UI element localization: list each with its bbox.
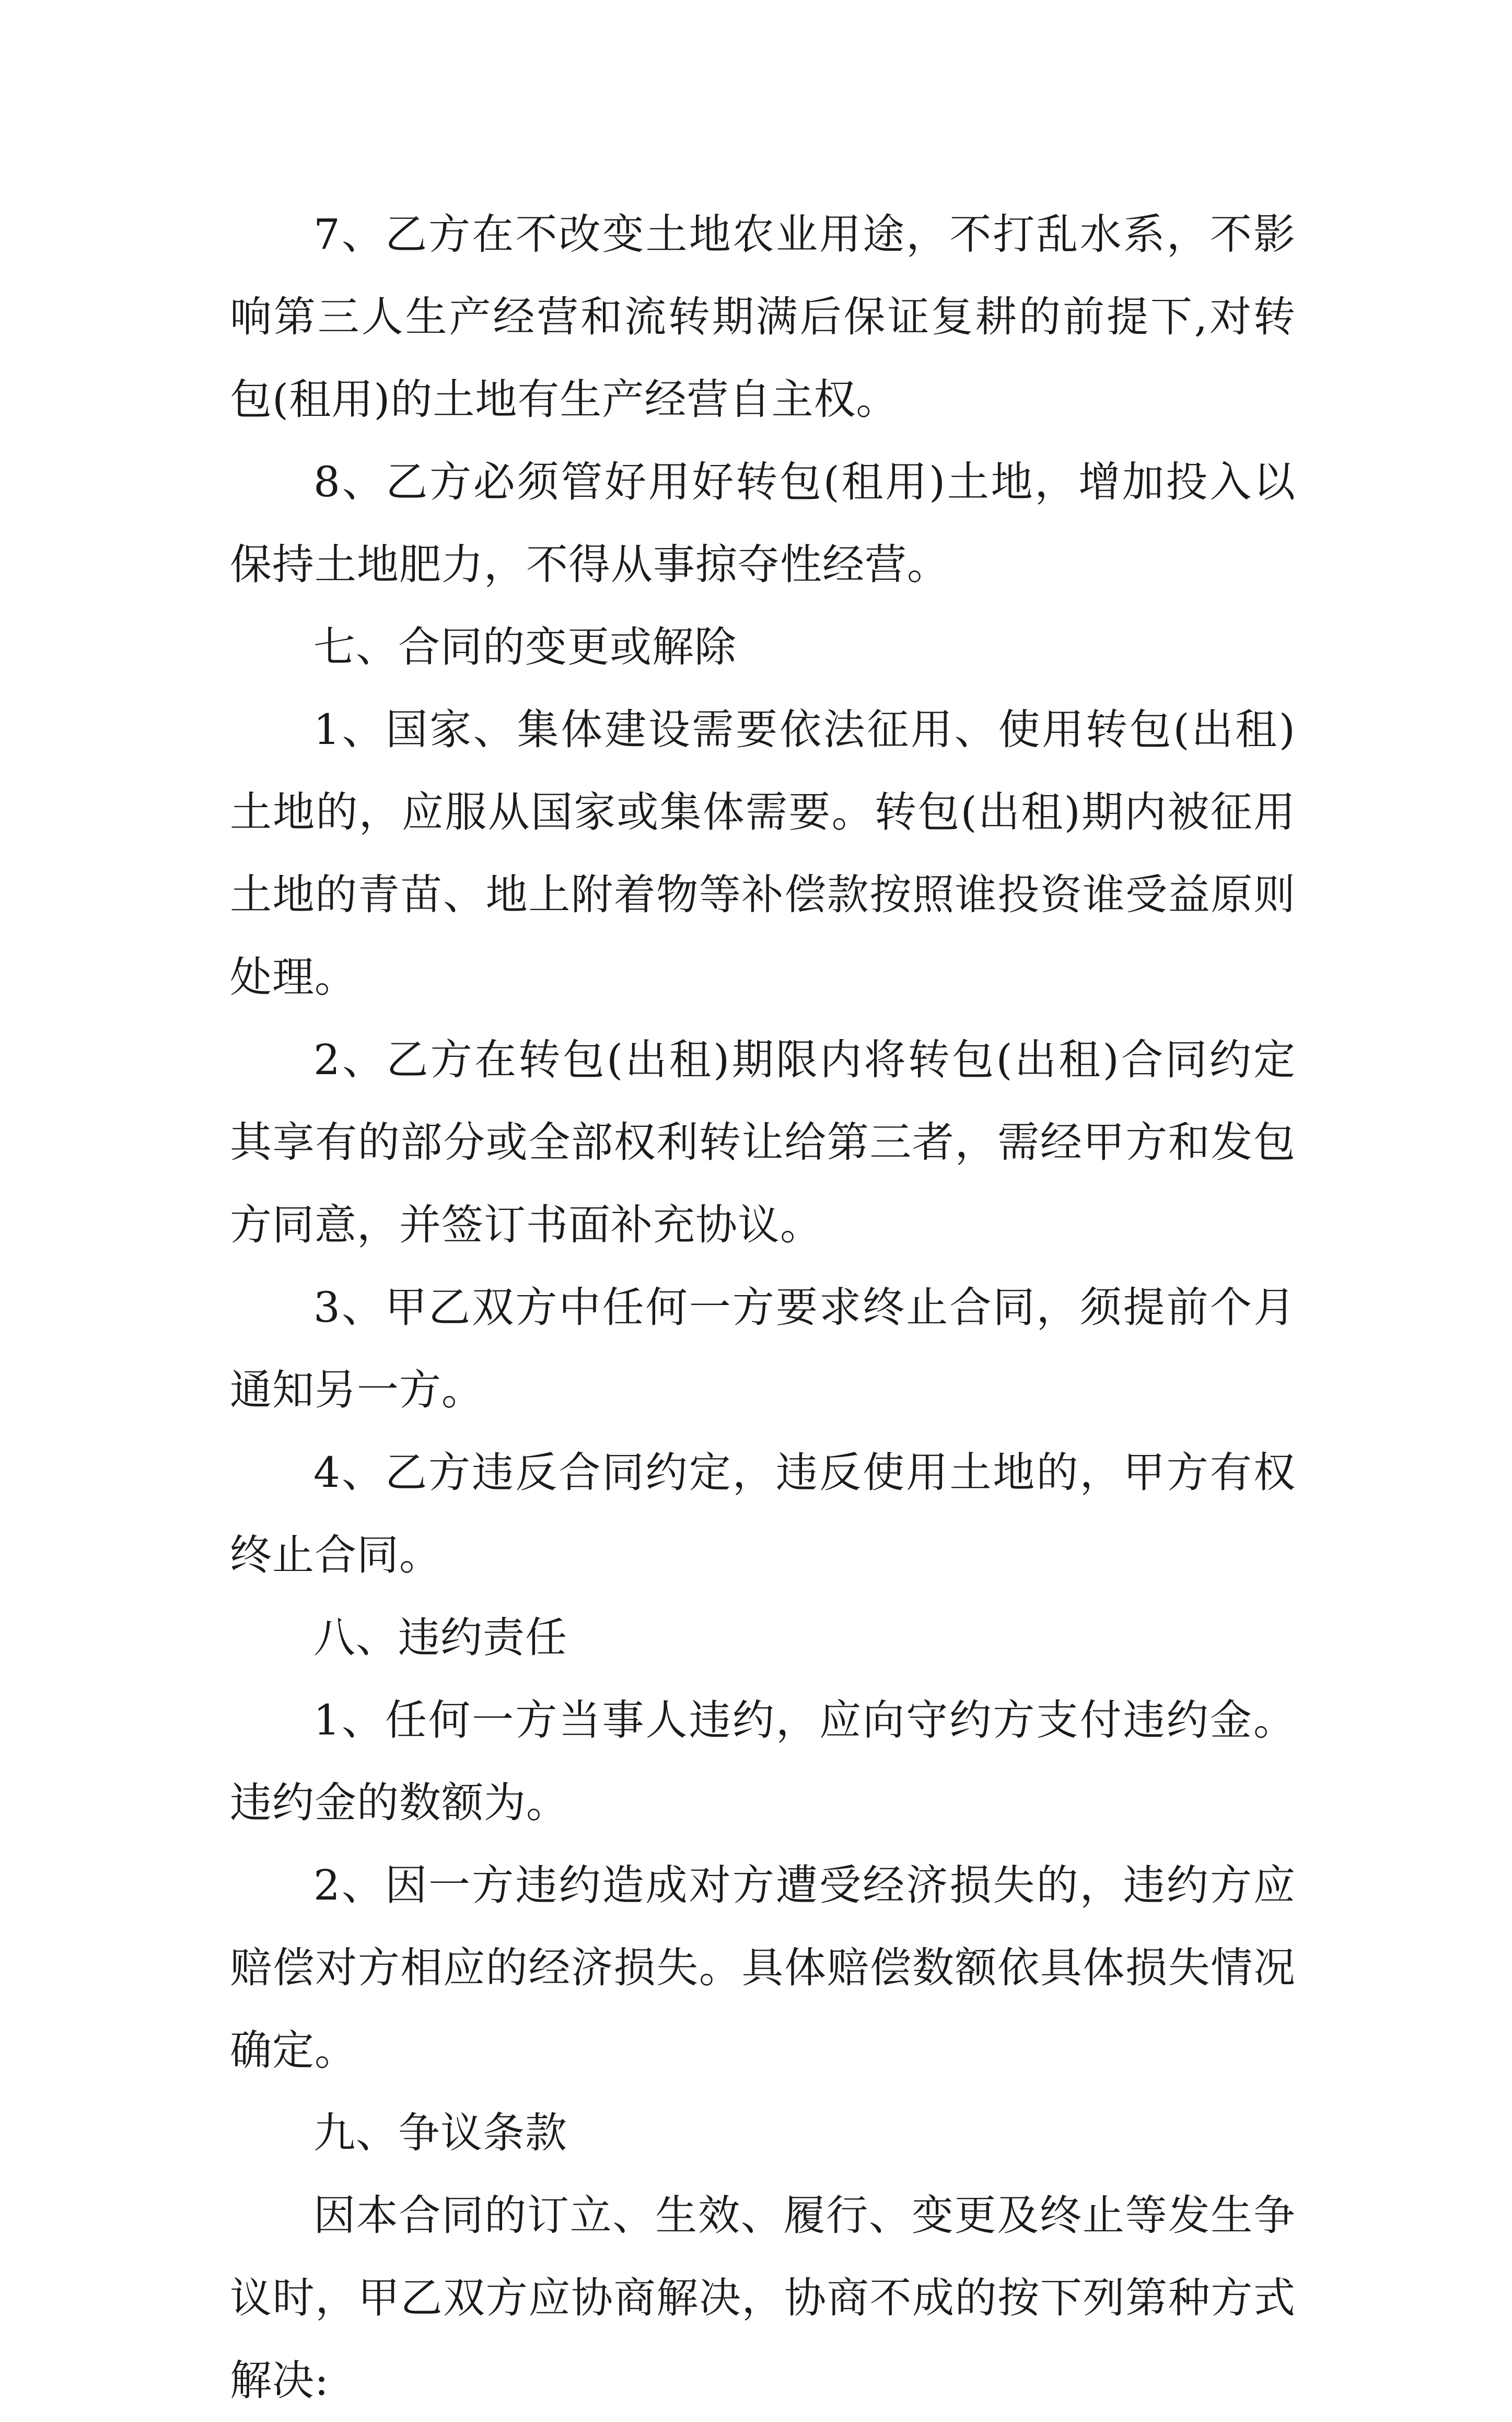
- clause-8-paragraph: 8、乙方必须管好用好转包(租用)土地，增加投入以保持土地肥力，不得从事掠夺性经营。: [230, 458, 1296, 589]
- section-heading-modification: 七、合同的变更或解除: [313, 623, 737, 671]
- dispute-clause-paragraph: 因本合同的订立、生效、履行、变更及终止等发生争议时，甲乙双方应协商解决，协商不成的按下列第种方式解决:: [230, 2191, 1296, 2405]
- clause-7-3-paragraph: 3、甲乙双方中任何一方要求终止合同，须提前个月通知另一方。: [230, 1283, 1296, 1414]
- clause-8-1-paragraph: 1、任何一方当事人违约，应向守约方支付违约金。违约金的数额为。: [230, 1696, 1296, 1827]
- clause-8-2-paragraph: 2、因一方违约造成对方遭受经济损失的，违约方应赔偿对方相应的经济损失。具体赔偿数额依具体损失情况确定。: [230, 1861, 1296, 2075]
- clause-7-paragraph: 7、乙方在不改变土地农业用途，不打乱水系，不影响第三人生产经营和流转期满后保证复耕的前提下,对转包(租用)的土地有生产经营自主权。: [230, 210, 1296, 424]
- document-body: [230, 193, 1296, 2422]
- clause-7-4-paragraph: 4、乙方违反合同约定，违反使用土地的，甲方有权终止合同。: [230, 1448, 1296, 1579]
- section-heading-liability: 八、违约责任: [313, 1613, 567, 1662]
- clause-7-1-paragraph: 1、国家、集体建设需要依法征用、使用转包(出租)土地的，应服从国家或集体需要。转包(出租)期内被征用土地的青苗、地上附着物等补偿款按照谁投资谁受益原则处理。: [230, 705, 1296, 1002]
- section-heading-disputes: 九、争议条款: [313, 2109, 567, 2157]
- clause-7-2-paragraph: 2、乙方在转包(出租)期限内将转包(出租)合同约定其享有的部分或全部权利转让给第三者，需经甲方和发包方同意，并签订书面补充协议。: [230, 1035, 1296, 1249]
